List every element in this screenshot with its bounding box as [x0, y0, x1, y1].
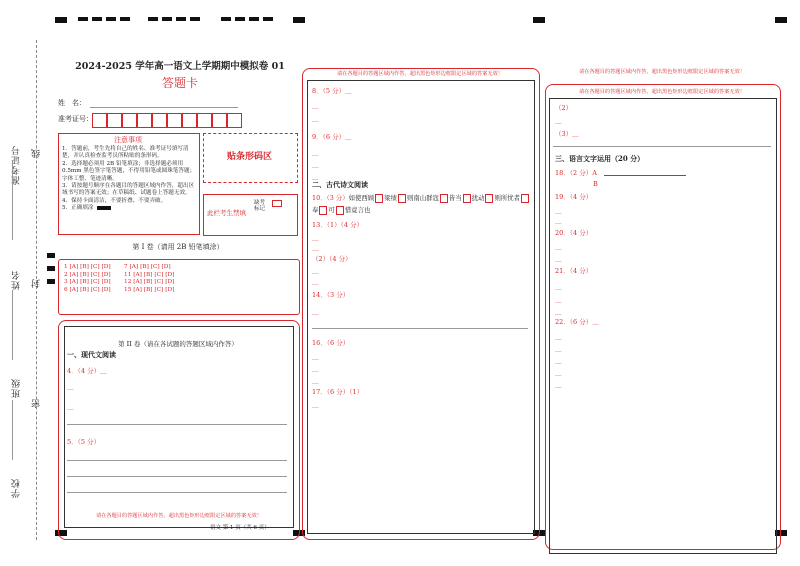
q10-char: 当: [455, 194, 462, 202]
q8-blank[interactable]: __: [312, 114, 319, 122]
q4-label: 4．（4 分）＿: [67, 367, 107, 375]
q10-char: 则: [406, 194, 414, 202]
q14-label: 14．（3 分）: [312, 291, 350, 299]
note-item: 2．选择题必须用 2B 铅笔填涂；非选择题必须用 0.5mm 黑色签字笔答题，不得用铅笔或圆珠笔答题；字体工整、笔迹清晰。: [62, 160, 196, 182]
divider-line: [312, 328, 528, 329]
name-field[interactable]: [90, 107, 238, 108]
q8-label: 8．（5 分）＿: [312, 87, 352, 95]
q10-char: 山: [419, 194, 427, 202]
q10-char: 言: [357, 206, 364, 214]
col2-inner: [307, 80, 535, 534]
exam-no-label: 准考证号：: [58, 115, 93, 123]
timing-mark: [162, 17, 172, 21]
q18-b-label: B: [593, 180, 598, 188]
q13b-label: （2）（4 分）: [312, 255, 352, 263]
q22-blank[interactable]: __: [555, 380, 562, 388]
q2-blank[interactable]: __: [555, 116, 562, 124]
q16-label: 16．（6 分）: [312, 339, 350, 347]
q10-char: 则: [494, 194, 501, 202]
answer-line[interactable]: [67, 424, 287, 425]
side-xian: 线: [32, 148, 42, 158]
q4-blank[interactable]: __: [67, 402, 74, 410]
q13-blank[interactable]: __: [312, 233, 319, 241]
q8-blank[interactable]: __: [312, 101, 319, 109]
col3-inner: [549, 98, 777, 554]
timing-mark: [775, 17, 787, 23]
q16-blank[interactable]: __: [312, 364, 319, 372]
side-exam-no-label: 准考证号: [12, 145, 22, 185]
side-feng: 封: [32, 278, 42, 288]
q19-label: 19．（4 分）: [555, 193, 593, 201]
mc-col-1[interactable]: [64, 264, 111, 294]
filled-sample-icon: [97, 206, 111, 210]
q10-char: 梁: [384, 194, 391, 202]
q3-label: （3）＿: [555, 130, 579, 138]
q10-break-box[interactable]: [440, 194, 448, 203]
name-label: 姓 名：: [58, 99, 86, 107]
section1-title: 第 I 卷（请用 2B 铅笔填涂）: [132, 243, 224, 251]
answer-line[interactable]: [67, 460, 287, 461]
q16-blank[interactable]: __: [312, 352, 319, 360]
part3-heading: 三、语言文字运用（20 分）: [555, 154, 645, 163]
mc-row[interactable]: 3 [A] [B] [C] [D]: [64, 279, 111, 286]
note-item: 3．请按题号顺序在各题目的答题区域内作答，超出区域书写的答案无效；在草稿纸、试题卷上答题无效。: [62, 183, 195, 197]
q10-break-box[interactable]: [398, 194, 406, 203]
timing-mark: [78, 17, 88, 21]
q9-blank[interactable]: __: [312, 172, 319, 180]
answer-line[interactable]: [67, 492, 287, 493]
q21-blank[interactable]: __: [555, 307, 562, 315]
q18-a-line[interactable]: [604, 175, 686, 176]
q10-char: 西: [361, 194, 368, 202]
mc-row[interactable]: 6 [A] [B] [C] [D]: [64, 286, 111, 293]
mc-row[interactable]: 12 [A] [B] [C] [D]: [124, 279, 175, 286]
q10-char: 动: [478, 194, 485, 202]
side-name-label: 姓名: [12, 270, 22, 290]
q10-char: 忧: [507, 194, 514, 202]
absent-label: 此栏考生禁填: [207, 209, 246, 217]
timing-mark: [190, 17, 200, 21]
timing-mark: [263, 17, 273, 21]
q22-blank[interactable]: __: [555, 368, 562, 376]
notice-col2: 请在各题目的答题区域内作答，超出黑色矩形边框限定区域的答案无效！: [336, 71, 503, 77]
q16-blank[interactable]: __: [312, 376, 319, 384]
absent-mark-checkbox[interactable]: [272, 200, 282, 207]
timing-mark: [293, 17, 305, 23]
barcode-label: 贴条形码区: [226, 152, 272, 162]
answer-line[interactable]: [67, 476, 287, 477]
q10-char: 使: [354, 194, 362, 202]
q10-char: 皆: [448, 194, 456, 202]
timing-mark: [249, 17, 259, 21]
page-footer: 语文 第 1 页（共 6 页）: [210, 525, 270, 531]
q21-blank[interactable]: __: [555, 282, 562, 290]
binding-dashed-line: [36, 40, 37, 540]
q10-label: 10．（3 分）: [312, 194, 349, 202]
q10-row[interactable]: [312, 192, 530, 216]
note-item: 4．保持卡面清洁，不要折叠、不要弄破。: [62, 197, 167, 204]
note-item: 5．正确填涂: [62, 205, 196, 212]
q17-label: 17．（6 分）（1）: [312, 388, 364, 396]
notice-col1: 请在各题目的答题区域内作答，超出黑色矩形边框限定区域的答案无效！: [95, 513, 262, 519]
side-line: [12, 400, 13, 460]
notes-list: [62, 146, 196, 213]
q10-char: 扰: [471, 194, 479, 202]
q13-label: 13．（1）（4 分）: [312, 221, 364, 229]
q10-break-box[interactable]: [463, 194, 471, 203]
mc-row[interactable]: 11 [A] [B] [C] [D]: [124, 271, 175, 278]
mc-row[interactable]: 1 [A] [B] [C] [D]: [64, 264, 111, 270]
q13-blank[interactable]: __: [312, 243, 319, 251]
side-school-label: 学校: [12, 478, 22, 498]
q13b-blank[interactable]: __: [312, 277, 319, 285]
absent-mark-label: 缺考标记: [254, 200, 266, 212]
q20-label: 20．（4 分）: [555, 229, 593, 237]
note-item: 1．答题前，考生先将自己的姓名、准考证号填写清楚，并认真检查监考员所粘贴的条形码。: [62, 146, 189, 160]
q2-label: （2）: [555, 104, 573, 112]
q10-char: 寇: [432, 194, 439, 202]
timing-mark: [148, 17, 158, 21]
q22-label: 22．（6 分）＿: [555, 318, 599, 326]
q4-blank[interactable]: __: [67, 382, 74, 390]
section2-title: 第 II 卷（请在各试题的答题区域内作答）: [118, 340, 238, 348]
q20-blank[interactable]: __: [555, 242, 562, 250]
notes-title: 注意事项: [114, 136, 142, 144]
mc-row[interactable]: 2 [A] [B] [C] [D]: [64, 271, 111, 278]
timing-mark: [533, 17, 545, 23]
q10-char: 可: [328, 206, 335, 214]
q9-blank[interactable]: __: [312, 160, 319, 168]
q19-blank[interactable]: __: [555, 216, 562, 224]
timing-mark: [235, 17, 245, 21]
mc-row[interactable]: 15 [A] [B] [C] [D]: [124, 286, 175, 293]
q10-char: 群: [426, 194, 433, 202]
q10-break-box[interactable]: [319, 206, 327, 215]
q10-char: 惜: [344, 206, 352, 214]
q21-blank[interactable]: __: [555, 295, 562, 303]
sheet-title: 2024-2025 学年高一语文上学期期中模拟卷 01: [75, 61, 285, 72]
divider-line: [553, 146, 771, 147]
q22-blank[interactable]: __: [555, 332, 562, 340]
timing-mark: [47, 253, 55, 258]
q10-char: 南: [413, 194, 420, 202]
q22-blank[interactable]: __: [555, 356, 562, 364]
side-line: [12, 290, 13, 360]
q10-break-box[interactable]: [521, 194, 529, 203]
mc-col-2[interactable]: [124, 264, 174, 294]
q20-blank[interactable]: __: [555, 254, 562, 262]
timing-mark: [92, 17, 102, 21]
q22-blank[interactable]: __: [555, 344, 562, 352]
q9-blank[interactable]: __: [312, 148, 319, 156]
q10-char: 者: [513, 194, 521, 202]
q13b-blank[interactable]: __: [312, 266, 319, 274]
q5-label: 5．（5 分）: [67, 438, 101, 446]
timing-mark: [55, 17, 67, 23]
q10-break-box[interactable]: [485, 194, 493, 203]
timing-mark: [176, 17, 186, 21]
q21-label: 21．（4 分）: [555, 267, 593, 275]
timing-mark: [47, 279, 55, 284]
part1-heading: 一、现代文阅读: [67, 350, 116, 359]
sheet-subtitle: 答题卡: [161, 76, 198, 90]
mc-row[interactable]: 7 [A] [B] [C] [D]: [124, 264, 171, 270]
q10-char: 顾: [367, 194, 375, 202]
side-mi: 密: [32, 398, 42, 408]
q10-char: 所: [500, 194, 508, 202]
timing-mark: [120, 17, 130, 21]
q14-blank[interactable]: __: [312, 307, 319, 315]
q10-char: 奉: [312, 206, 319, 214]
notice-col3-top: 请在各题目的答题区域内作答，超出黑色矩形边框限定区域的答案无效！: [578, 69, 745, 75]
q10-char: 竟: [351, 206, 358, 214]
q10-char: 如: [348, 194, 355, 202]
timing-mark: [106, 17, 116, 21]
q9-label: 9．（6 分）＿: [312, 133, 352, 141]
side-line: [12, 160, 13, 240]
q18-label: 18．（2 分）A: [555, 169, 597, 177]
q10-char: 也: [363, 206, 371, 214]
q19-blank[interactable]: __: [555, 206, 562, 214]
q17-blank[interactable]: __: [312, 400, 319, 408]
side-class-label: 班级: [12, 378, 22, 398]
timing-mark: [221, 17, 231, 21]
q10-break-box[interactable]: [336, 206, 344, 215]
notice-col3: 请在各题目的答题区域内作答，超出黑色矩形边框限定区域的答案无效！: [578, 89, 745, 95]
q10-char: 绩: [390, 194, 397, 202]
q10-break-box[interactable]: [375, 194, 383, 203]
part2-heading: 二、古代诗文阅读: [312, 180, 368, 189]
timing-mark: [47, 266, 55, 271]
